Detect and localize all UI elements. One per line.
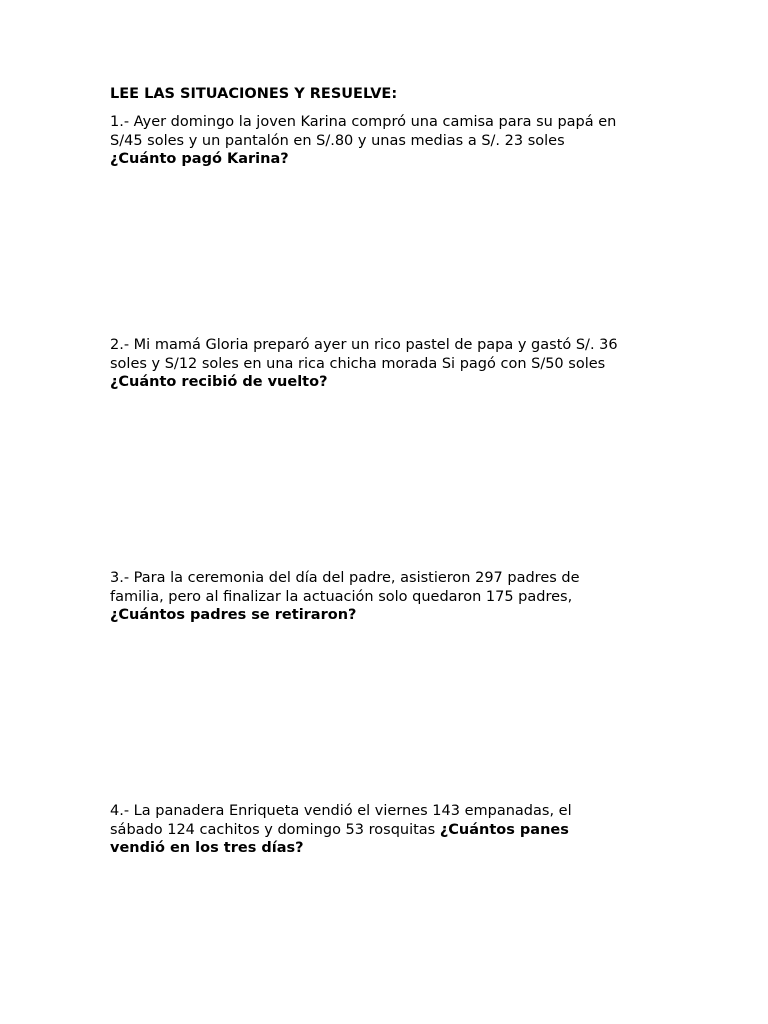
- problem-2-text-line-2: soles y S/12 soles en una rica chicha morada Si pagó con S/50 soles: [110, 355, 606, 372]
- problem-4-text-line-1: 4.- La panadera Enriqueta vendió el viernes 143 empanadas, el: [110, 803, 572, 819]
- worksheet-heading: LEE LAS SITUACIONES Y RESUELVE:: [110, 86, 398, 102]
- problem-1-text-line-1: 1.- Ayer domingo la joven Karina compró una camisa para su papá en: [110, 114, 617, 130]
- problem-3-text-line-2: familia, pero al finalizar la actuación solo quedaron 175 padres,: [110, 588, 573, 605]
- problem-4-question-start: ¿Cuántos panes: [439, 821, 569, 838]
- problem-3: [110, 569, 670, 625]
- problem-4: [110, 802, 670, 858]
- problem-2-question: ¿Cuánto recibió de vuelto?: [110, 374, 328, 390]
- problem-1-question: ¿Cuánto pagó Karina?: [110, 151, 289, 167]
- problem-3-question: ¿Cuántos padres se retiraron?: [110, 607, 357, 623]
- problem-4-text-line-2: [110, 821, 670, 840]
- problem-4-question-end: vendió en los tres días?: [110, 840, 304, 856]
- problem-2: [110, 336, 670, 392]
- problem-4-text-line-2-body: sábado 124 cachitos y domingo 53 rosquitas: [110, 821, 440, 838]
- problem-3-text-line-1: 3.- Para la ceremonia del día del padre, asistieron 297 padres de: [110, 570, 580, 586]
- problem-1: [110, 113, 670, 169]
- problem-2-text-line-1: 2.- Mi mamá Gloria preparó ayer un rico pastel de papa y gastó S/. 36: [110, 337, 618, 353]
- problem-1-text-line-2: S/45 soles y un pantalón en S/.80 y unas medias a S/. 23 soles: [110, 132, 565, 149]
